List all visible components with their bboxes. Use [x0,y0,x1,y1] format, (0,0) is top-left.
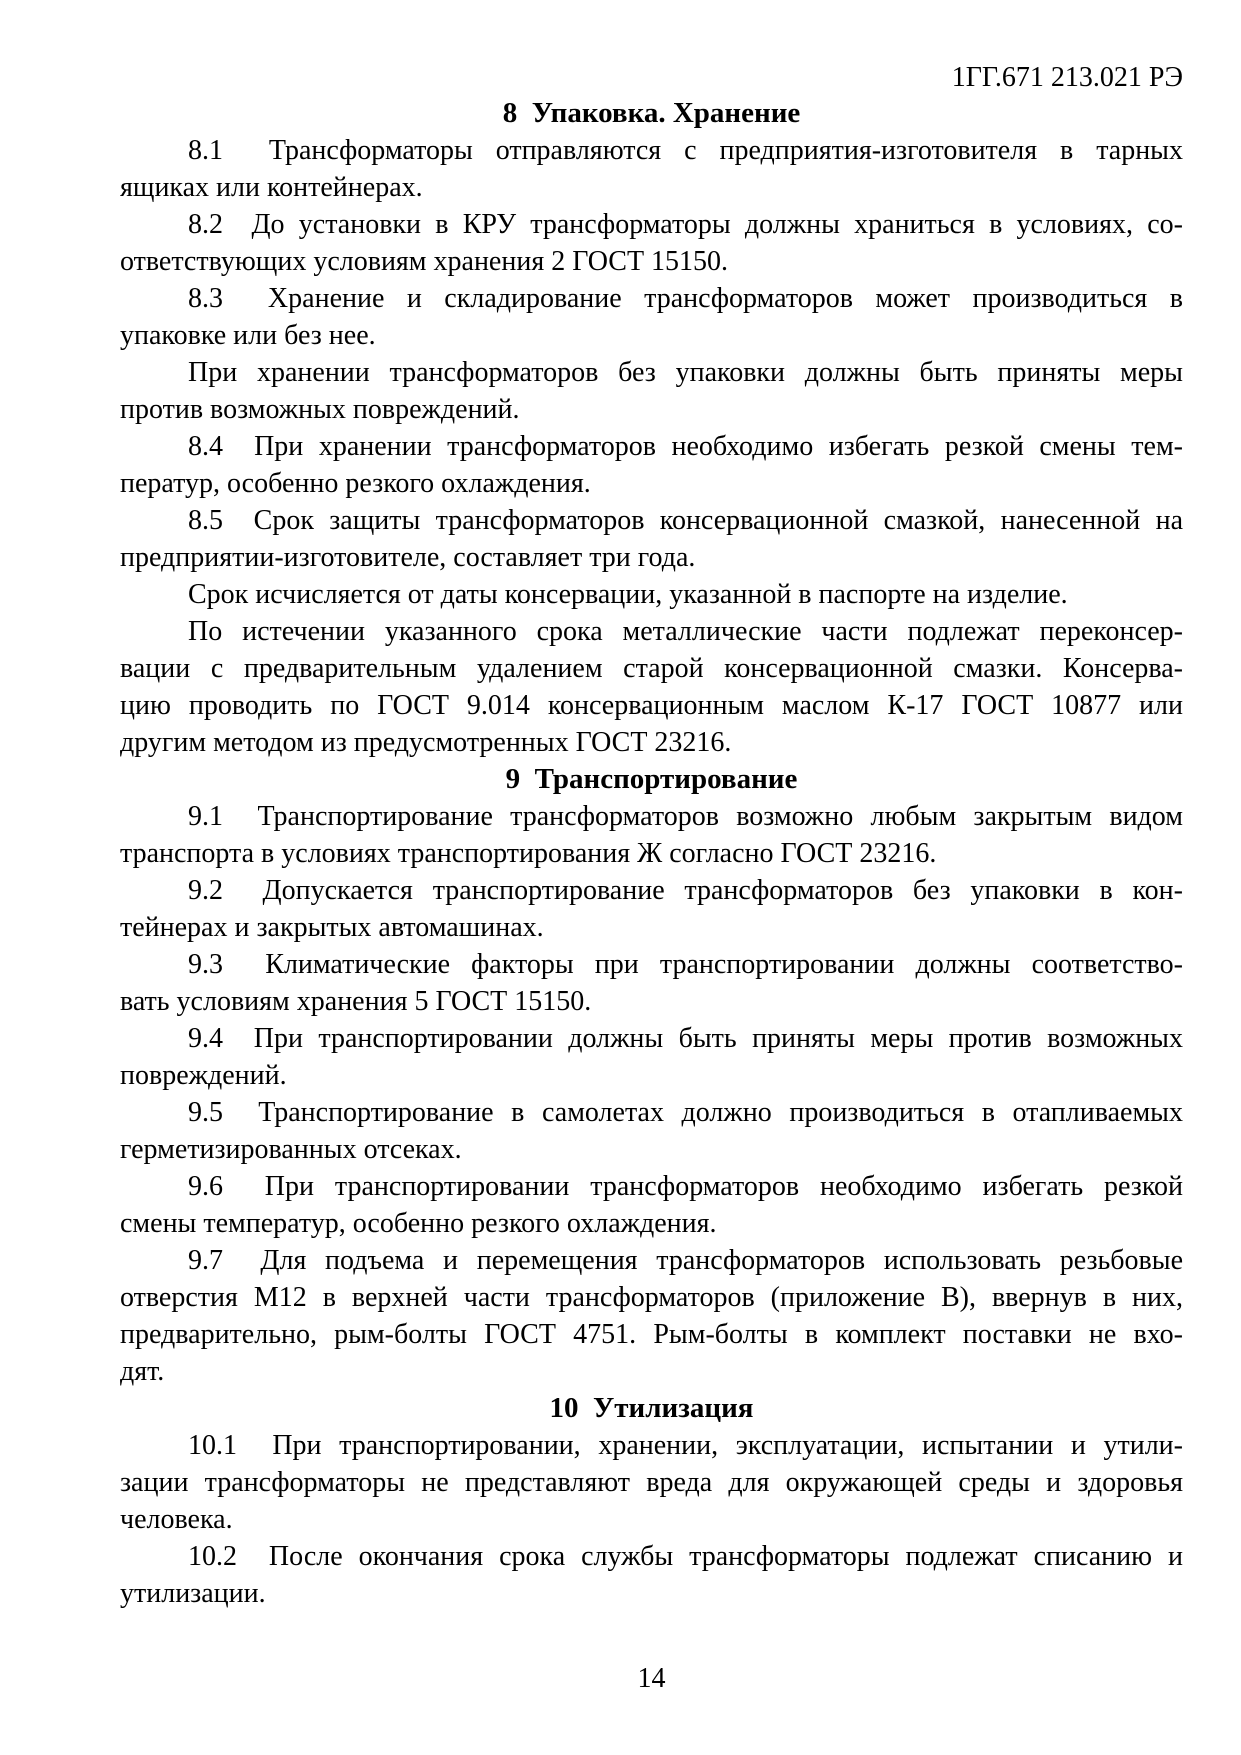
text-line: 8.4 При хранении трансформаторов необходимо избегать резкой смены тем- [188,431,1183,462]
paragraph [120,132,1183,206]
paragraph [120,502,1183,576]
section-9 [120,761,1183,1390]
text-line: зации трансформаторы не представляют вреда для окружающей среды и здоровья [120,1467,1183,1498]
paragraph [120,798,1183,872]
document-body [120,95,1183,1612]
text-line: ответствующих условиям хранения 2 ГОСТ 15150. [120,246,729,277]
text-line: предприятии-изготовителе, составляет три года. [120,542,696,573]
text-line: 8.2 До установки в КРУ трансформаторы должны храниться в условиях, со- [188,209,1183,240]
text-line: 10.2 После окончания срока службы трансформаторы подлежат списанию и [188,1541,1183,1572]
text-line: 9.3 Климатические факторы при транспортировании должны соответство- [188,949,1183,980]
text-line: ператур, особенно резкого охлаждения. [120,468,591,499]
paragraph [120,428,1183,502]
text-line: При хранении трансформаторов без упаковки должны быть приняты меры [188,357,1183,388]
paragraph [120,1094,1183,1168]
paragraph [120,280,1183,354]
text-line: 10.1 При транспортировании, хранении, эксплуатации, испытании и утили- [188,1430,1183,1461]
text-line: 9.1 Транспортирование трансформаторов возможно любым закрытым видом [188,801,1183,832]
text-line: отверстия М12 в верхней части трансформаторов (приложение В), ввернув в них, [120,1282,1183,1313]
text-line: другим методом из предусмотренных ГОСТ 23216. [120,727,732,758]
paragraph [120,206,1183,280]
text-line: вать условиям хранения 5 ГОСТ 15150. [120,986,592,1017]
paragraph [120,946,1183,1020]
text-line: цию проводить по ГОСТ 9.014 консервационным маслом К-17 ГОСТ 10877 или [120,690,1183,721]
doc-code-header: 1ГГ.671 213.021 РЭ [951,62,1183,93]
text-line: упаковке или без нее. [120,320,376,351]
text-line: По истечении указанного срока металлические части подлежат переконсер- [188,616,1183,647]
text-line: ящиках или контейнерах. [120,172,423,203]
text-line: тейнерах и закрытых автомашинах. [120,912,544,943]
text-line: утилизации. [120,1578,266,1609]
text-line: предварительно, рым-болты ГОСТ 4751. Рым-болты в комплект поставки не вхо- [120,1319,1183,1350]
text-line: 9.2 Допускается транспортирование трансформаторов без упаковки в кон- [188,875,1183,906]
text-line: смены температур, особенно резкого охлаждения. [120,1208,717,1239]
text-line: 9.6 При транспортировании трансформаторов необходимо избегать резкой [188,1171,1183,1202]
text-line: 9.5 Транспортирование в самолетах должно производиться в отапливаемых [188,1097,1183,1128]
section-8 [120,95,1183,761]
text-line: против возможных повреждений. [120,394,520,425]
text-line: герметизированных отсеках. [120,1134,462,1165]
text-line: вации с предварительным удалением старой консервационной смазки. Консерва- [120,653,1183,684]
text-line: 8.5 Срок защиты трансформаторов консервационной смазкой, нанесенной на [188,505,1183,536]
paragraph [120,613,1183,761]
text-line: транспорта в условиях транспортирования Ж согласно ГОСТ 23216. [120,838,937,869]
text-line: 9.4 При транспортировании должны быть приняты меры против возможных [188,1023,1183,1054]
section-10 [120,1390,1183,1612]
text-line: 9.7 Для подъема и перемещения трансформаторов использовать резьбовые [188,1245,1183,1276]
paragraph [120,1538,1183,1612]
text-line: дят. [120,1356,165,1387]
paragraph [120,1427,1183,1538]
paragraph [120,576,1183,613]
paragraph [120,872,1183,946]
text-line: 8.3 Хранение и складирование трансформаторов может производиться в [188,283,1183,314]
section-heading: 8 Упаковка. Хранение [502,97,801,129]
paragraph [120,1168,1183,1242]
section-heading: 10 Утилизация [549,1392,754,1424]
text-line: повреждений. [120,1060,287,1091]
section-heading: 9 Транспортирование [505,763,798,795]
paragraph [120,1242,1183,1390]
text-line: Срок исчисляется от даты консервации, указанной в паспорте на изделие. [188,579,1068,610]
text-line: 8.1 Трансформаторы отправляются с предприятия-изготовителя в тарных [188,135,1183,166]
page-number: 14 [637,1663,666,1694]
text-line: человека. [120,1504,233,1535]
paragraph [120,354,1183,428]
paragraph [120,1020,1183,1094]
